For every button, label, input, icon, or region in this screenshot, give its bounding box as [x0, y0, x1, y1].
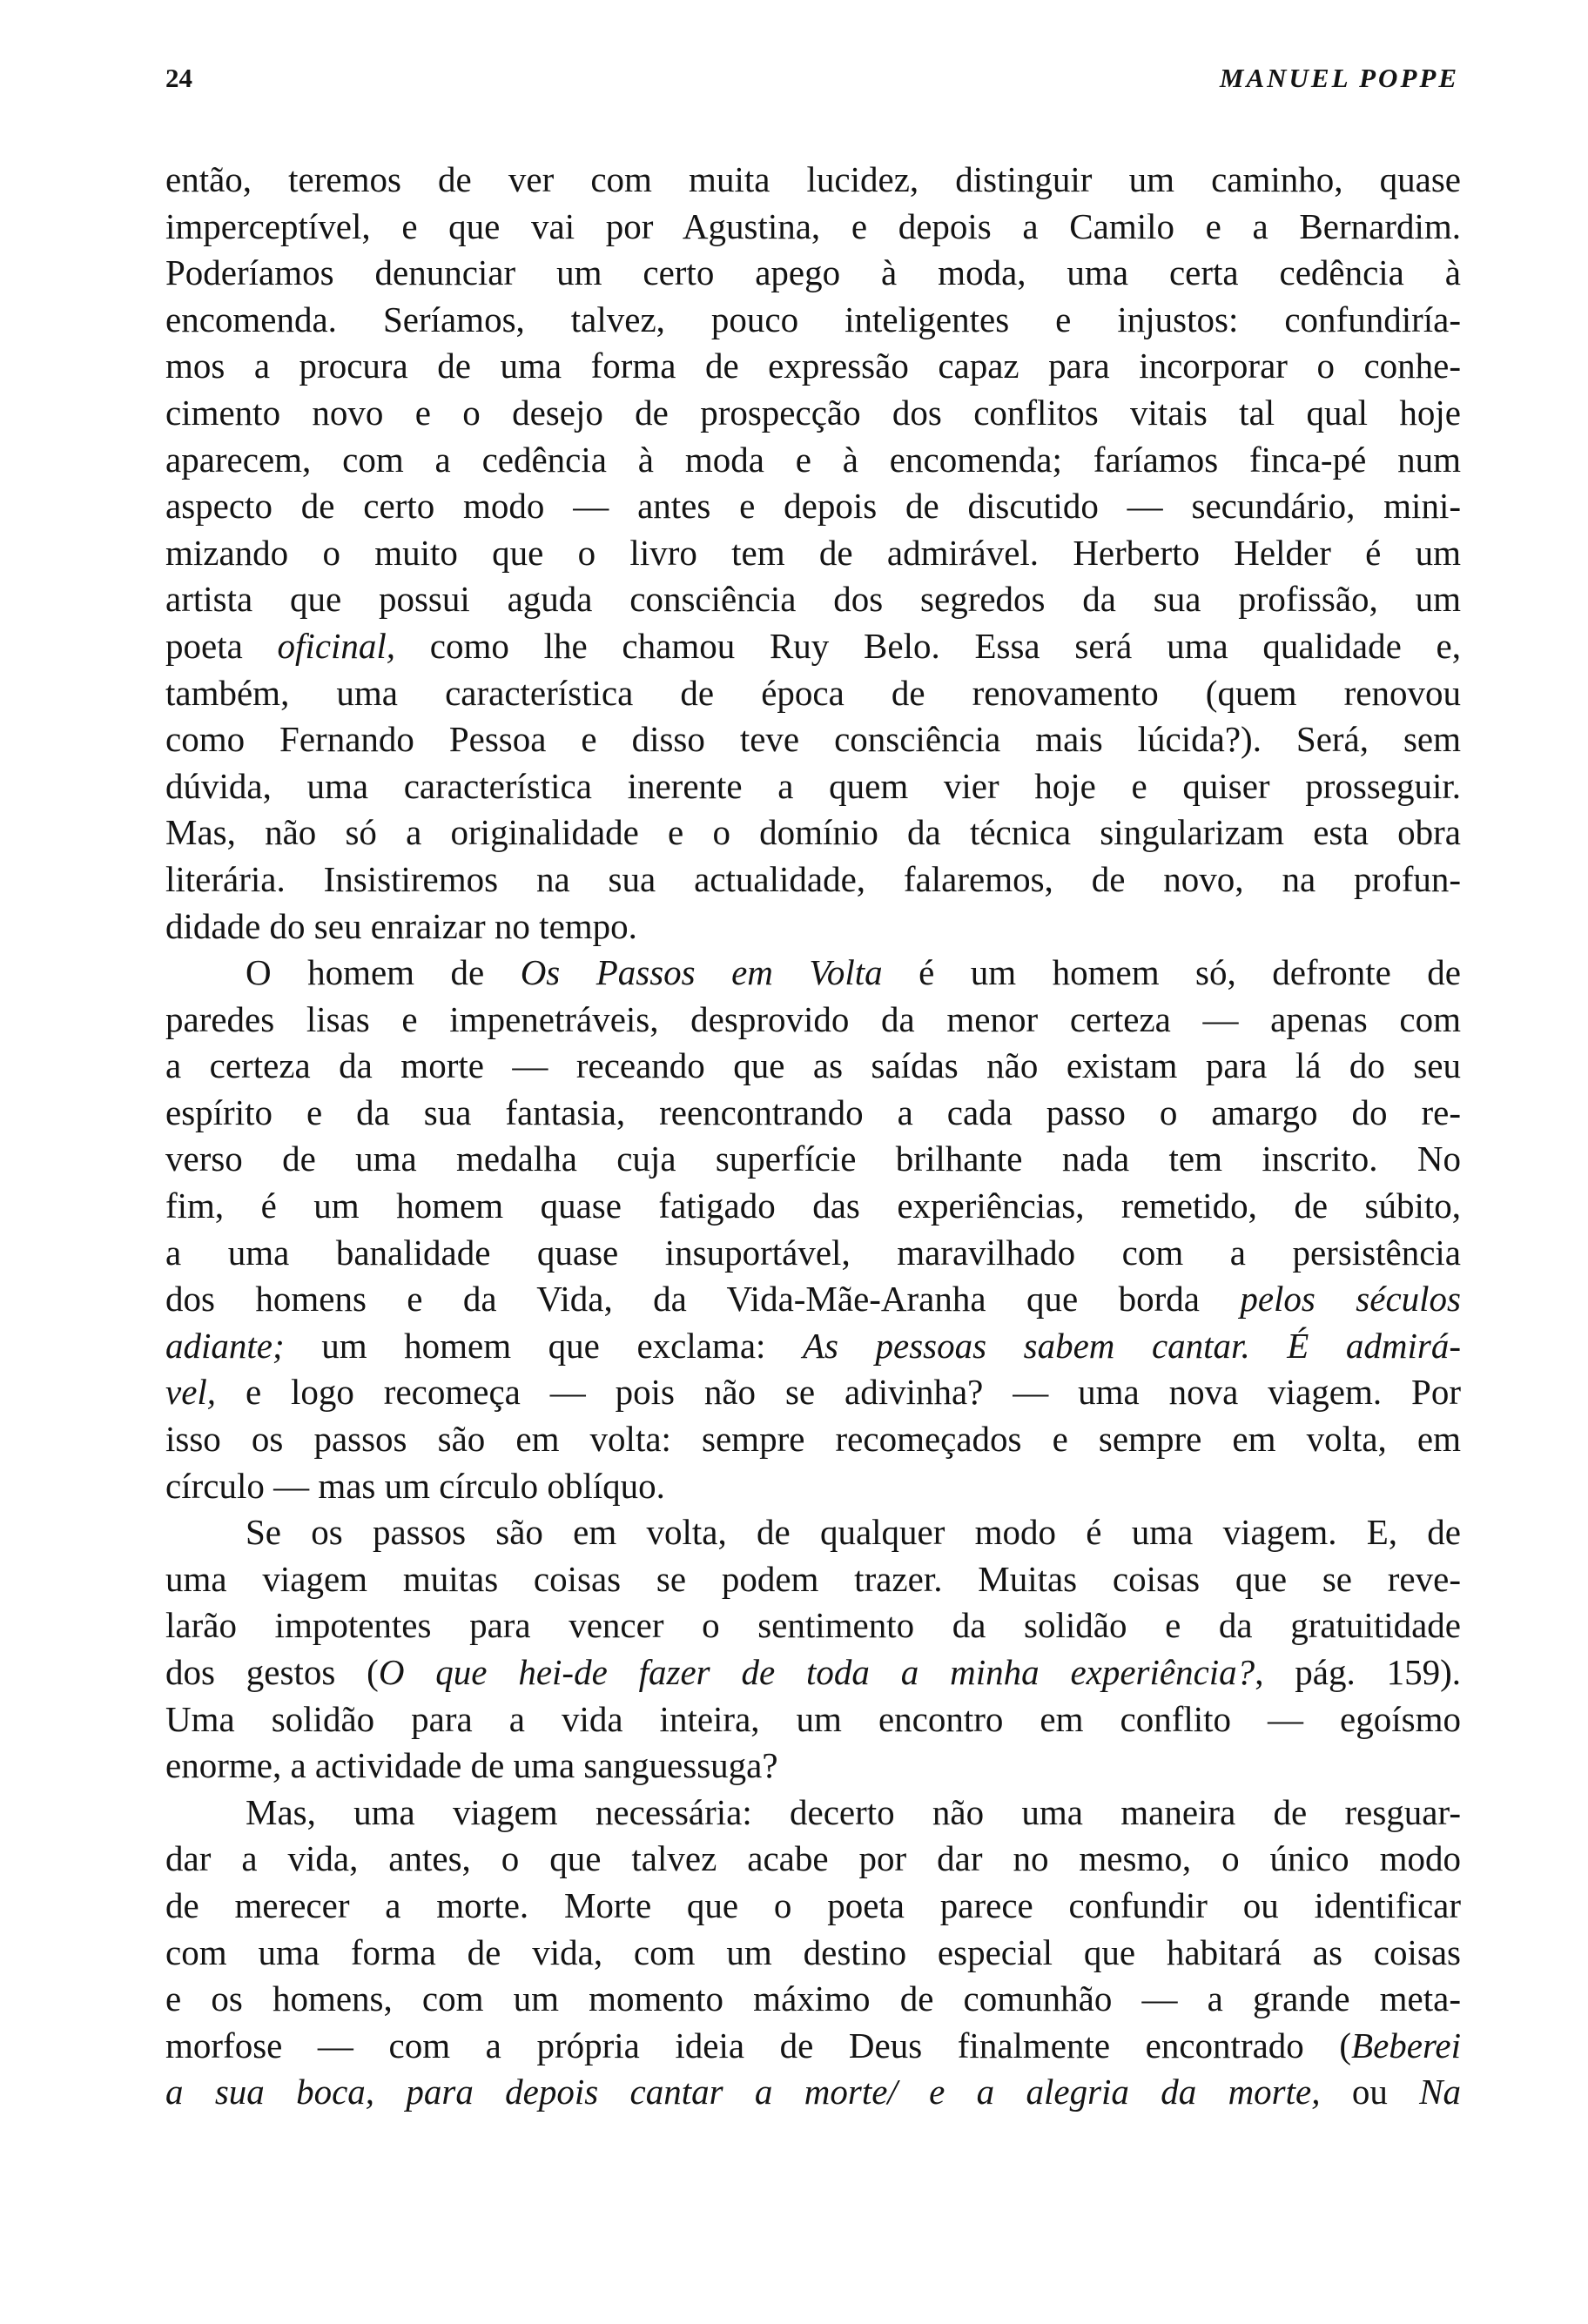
text-line	[165, 1463, 1461, 1510]
text-run: verso de uma medalha cuja superfície brilhante nada tem inscrito. No	[165, 1138, 1461, 1179]
text-run: poeta	[165, 625, 278, 666]
text-run: O homem de	[246, 952, 521, 993]
text-run: dos homens e da Vida, da Vida-Mãe-Aranha que borda	[165, 1279, 1241, 1320]
text-run: então, teremos de ver com muita lucidez, distinguir um caminho, quase	[165, 159, 1461, 199]
text-line	[165, 1276, 1461, 1323]
text-run: ou	[1320, 2072, 1420, 2112]
text-run: dos gestos (	[165, 1652, 379, 1692]
text-run: de merecer a morte. Morte que o poeta parece confundir ou identificar	[165, 1884, 1461, 1925]
text-line	[165, 1696, 1461, 1743]
text-run: enorme, a actividade de uma sanguessuga?	[165, 1745, 778, 1786]
text-run: artista que possui aguda consciência dos segredos da sua profissão, um	[165, 579, 1461, 620]
text-line	[165, 1930, 1461, 1977]
text-run: Mas, uma viagem necessária: decerto não uma maneira de resguar-	[246, 1791, 1461, 1832]
text-run: morfose — com a própria ideia de Deus finalmente encontrado (	[165, 2025, 1352, 2065]
text-line	[165, 950, 1461, 997]
text-line	[165, 1883, 1461, 1930]
italic-run: oficinal,	[277, 625, 396, 666]
text-run: como Fernando Pessoa e disso teve consciência mais lúcida?). Será, sem	[165, 719, 1461, 760]
text-run: a uma banalidade quase insuportável, maravilhado com a persistência	[165, 1232, 1461, 1273]
text-line	[165, 1369, 1461, 1416]
text-line	[165, 997, 1461, 1044]
text-line	[165, 437, 1461, 484]
text-line	[165, 763, 1461, 810]
text-run: paredes lisas e impenetráveis, desprovido da menor certeza — apenas com	[165, 998, 1461, 1039]
italic-run: As pessoas sabem cantar. É admirá-	[802, 1325, 1461, 1366]
text-line	[165, 1230, 1461, 1277]
text-run: didade do seu enraizar no tempo.	[165, 905, 637, 946]
text-run: Poderíamos denunciar um certo apego à moda, uma certa cedência à	[165, 252, 1461, 293]
text-line	[165, 157, 1461, 204]
text-run: também, uma característica de época de renovamento (quem renovou	[165, 672, 1461, 713]
text-run: aparecem, com a cedência à moda e à encomenda; faríamos finca-pé num	[165, 439, 1461, 480]
text-line	[165, 856, 1461, 903]
running-head: MANUEL POPPE	[1219, 63, 1459, 93]
text-line	[165, 204, 1461, 251]
italic-run: Os Passos em Volta	[520, 952, 883, 993]
text-run: como lhe chamou Ruy Belo. Essa será uma qualidade e,	[395, 625, 1461, 666]
text-run: isso os passos são em volta: sempre recomeçados e sempre em volta, em	[165, 1419, 1461, 1460]
paragraph	[165, 1790, 1461, 2116]
italic-run: pelos séculos	[1240, 1279, 1461, 1320]
text-line	[165, 1556, 1461, 1603]
text-line	[165, 390, 1461, 437]
text-line	[165, 623, 1461, 670]
text-run: Mas, não só a originalidade e o domínio da técnica singularizam esta obra	[165, 812, 1461, 853]
text-run: espírito e da sua fantasia, reencontrando a cada passo o amargo do re-	[165, 1091, 1461, 1132]
text-line	[165, 1509, 1461, 1556]
text-run: é um homem só, defronte de	[882, 952, 1461, 993]
text-line	[165, 716, 1461, 763]
text-line	[165, 576, 1461, 623]
text-run: encomenda. Seríamos, talvez, pouco inteligentes e injustos: confundiría-	[165, 299, 1461, 339]
text-line	[165, 903, 1461, 950]
text-run: mos a procura de uma forma de expressão capaz para incorporar o conhe-	[165, 346, 1461, 386]
italic-run: Na	[1419, 2072, 1462, 2112]
text-line	[165, 343, 1461, 390]
text-line	[165, 297, 1461, 344]
text-line	[165, 1043, 1461, 1090]
text-run: aspecto de certo modo — antes e depois de discutido — secundário, mini-	[165, 486, 1461, 527]
text-line	[165, 1836, 1461, 1883]
text-run: cimento novo e o desejo de prospecção dos conflitos vitais tal qual hoje	[165, 392, 1461, 433]
text-line	[165, 1323, 1461, 1370]
text-run: dar a vida, antes, o que talvez acabe por dar no mesmo, o único modo	[165, 1838, 1461, 1879]
italic-run: adiante;	[165, 1325, 285, 1366]
text-line	[165, 1183, 1461, 1230]
text-line	[165, 1976, 1461, 2023]
paragraph	[165, 157, 1461, 950]
paragraph	[165, 1509, 1461, 1790]
italic-run: Beberei	[1351, 2025, 1461, 2065]
text-run: larão impotentes para vencer o sentimento da solidão e da gratuitidade	[165, 1605, 1461, 1646]
text-line	[165, 1743, 1461, 1790]
text-run: literária. Insistiremos na sua actualidade, falaremos, de novo, na profun-	[165, 858, 1461, 899]
text-run: mizando o muito que o livro tem de admirável. Herberto Helder é um	[165, 532, 1461, 573]
paragraph	[165, 950, 1461, 1509]
text-run: Uma solidão para a vida inteira, um encontro em conflito — egoísmo	[165, 1698, 1461, 1739]
text-run: círculo — mas um círculo oblíquo.	[165, 1465, 665, 1506]
text-line	[165, 1602, 1461, 1649]
body-text	[165, 157, 1461, 2116]
text-run: e os homens, com um momento máximo de comunhão — a grande meta-	[165, 1978, 1461, 2019]
text-line	[165, 2069, 1461, 2116]
text-run: um homem que exclama:	[284, 1325, 803, 1366]
text-line	[165, 1649, 1461, 1696]
text-line	[165, 483, 1461, 530]
text-line	[165, 1136, 1461, 1183]
text-run: fim, é um homem quase fatigado das experiências, remetido, de súbito,	[165, 1186, 1461, 1226]
page-number: 24	[165, 63, 192, 93]
text-line	[165, 670, 1461, 717]
text-run: Se os passos são em volta, de qualquer modo é uma viagem. E, de	[246, 1512, 1461, 1553]
text-line	[165, 1790, 1461, 1837]
text-run: com uma forma de vida, com um destino especial que habitará as coisas	[165, 1931, 1461, 1972]
italic-run: O que hei-de fazer de toda a minha experiência?	[378, 1652, 1255, 1692]
text-run: , pág. 159).	[1255, 1652, 1461, 1692]
text-line	[165, 1416, 1461, 1463]
text-line	[165, 809, 1461, 856]
text-run: uma viagem muitas coisas se podem trazer. Muitas coisas que se reve-	[165, 1558, 1461, 1599]
text-line	[165, 250, 1461, 297]
text-run: dúvida, uma característica inerente a quem vier hoje e quiser prosseguir.	[165, 765, 1461, 806]
italic-run: a sua boca, para depois cantar a morte/ e a alegria da morte,	[165, 2072, 1321, 2112]
text-run: imperceptível, e que vai por Agustina, e depois a Camilo e a Bernardim.	[165, 205, 1461, 246]
text-run: e logo recomeça — pois não se adivinha? — uma nova viagem. Por	[216, 1372, 1461, 1413]
text-line	[165, 1090, 1461, 1137]
text-line	[165, 530, 1461, 577]
text-line	[165, 2023, 1461, 2070]
italic-run: vel,	[165, 1372, 217, 1413]
text-run: a certeza da morte — receando que as saídas não existam para lá do seu	[165, 1045, 1461, 1086]
